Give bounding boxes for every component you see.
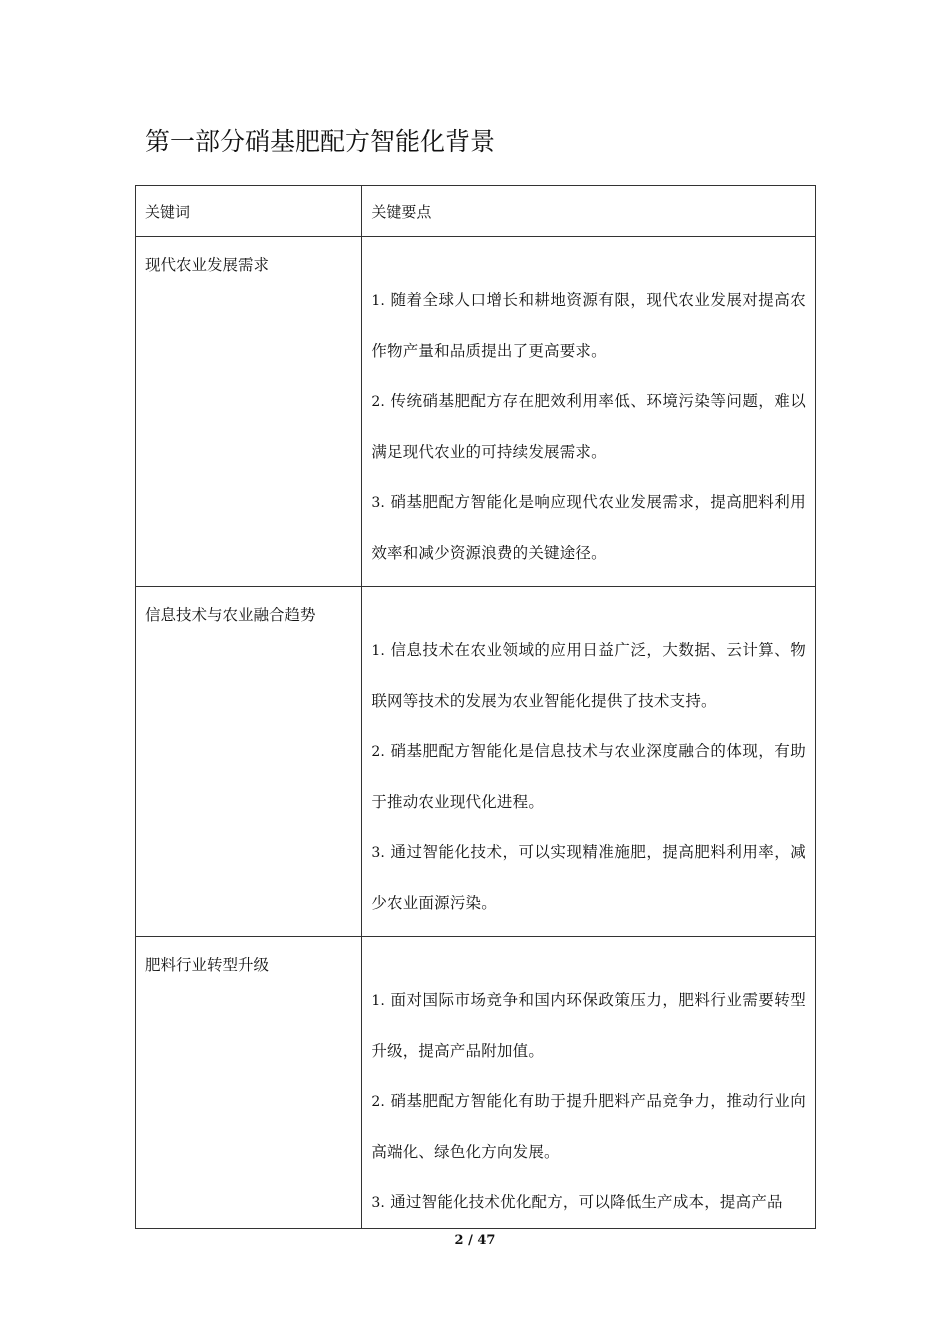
keyword-cell [136,937,362,1229]
item-text: 面对国际市场竞争和国内环保政策压力，肥料行业需要转型升级，提高产品附加值。 [371,991,806,1060]
item-text: 硝基肥配方智能化是信息技术与农业深度融合的体现，有助于推动农业现代化进程。 [371,742,806,811]
item-number: 1. [371,293,386,309]
header-keyword-cell [136,186,362,237]
list-item [371,625,806,726]
list-item [371,726,806,827]
header-key-points-cell [362,186,816,237]
keyword-cell [136,237,362,587]
key-points-list [362,587,815,928]
list-item [371,275,806,376]
item-number: 2. [371,744,386,760]
list-item [371,1177,806,1228]
keyword-text: 信息技术与农业融合趋势 [145,606,316,624]
list-item [371,827,806,928]
table-row [136,937,816,1229]
page-number: 2 / 47 [454,1233,496,1248]
item-text: 硝基肥配方智能化是响应现代农业发展需求，提高肥料利用效率和减少资源浪费的关键途径。 [371,493,806,562]
item-number: 2. [371,1094,386,1110]
item-text: 通过智能化技术优化配方，可以降低生产成本，提高产品 [390,1193,783,1211]
keyword-text: 肥料行业转型升级 [145,956,270,974]
item-number: 3. [371,845,386,861]
keyword-text: 现代农业发展需求 [145,256,270,274]
key-points-cell [362,237,816,587]
table-row [136,587,816,937]
item-number: 3. [371,495,386,511]
header-key-points: 关键要点 [371,202,432,221]
keyword-cell [136,587,362,937]
item-text: 通过智能化技术，可以实现精准施肥，提高肥料利用率，减少农业面源污染。 [371,843,806,912]
header-keyword: 关键词 [145,202,191,221]
list-item [371,975,806,1076]
item-text: 传统硝基肥配方存在肥效利用率低、环境污染等问题，难以满足现代农业的可持续发展需求。 [371,392,806,461]
item-text: 随着全球人口增长和耕地资源有限，现代农业发展对提高农作物产量和品质提出了更高要求。 [371,291,806,360]
item-number: 1. [371,993,386,1009]
key-points-cell [362,587,816,937]
key-points-list [362,937,815,1228]
page-title: 第一部分硝基肥配方智能化背景 [145,127,496,156]
table-row [136,237,816,587]
keyword-table [135,185,816,1229]
key-points-list [362,237,815,578]
item-number: 2. [371,394,386,410]
list-item [371,477,806,578]
key-points-cell [362,937,816,1229]
item-number: 1. [371,643,386,659]
table-header-row [136,186,816,237]
item-number: 3. [371,1195,386,1211]
list-item [371,1076,806,1177]
item-text: 硝基肥配方智能化有助于提升肥料产品竞争力，推动行业向高端化、绿色化方向发展。 [371,1092,806,1161]
list-item [371,376,806,477]
item-text: 信息技术在农业领域的应用日益广泛，大数据、云计算、物联网等技术的发展为农业智能化提供了技术支持。 [371,641,806,710]
